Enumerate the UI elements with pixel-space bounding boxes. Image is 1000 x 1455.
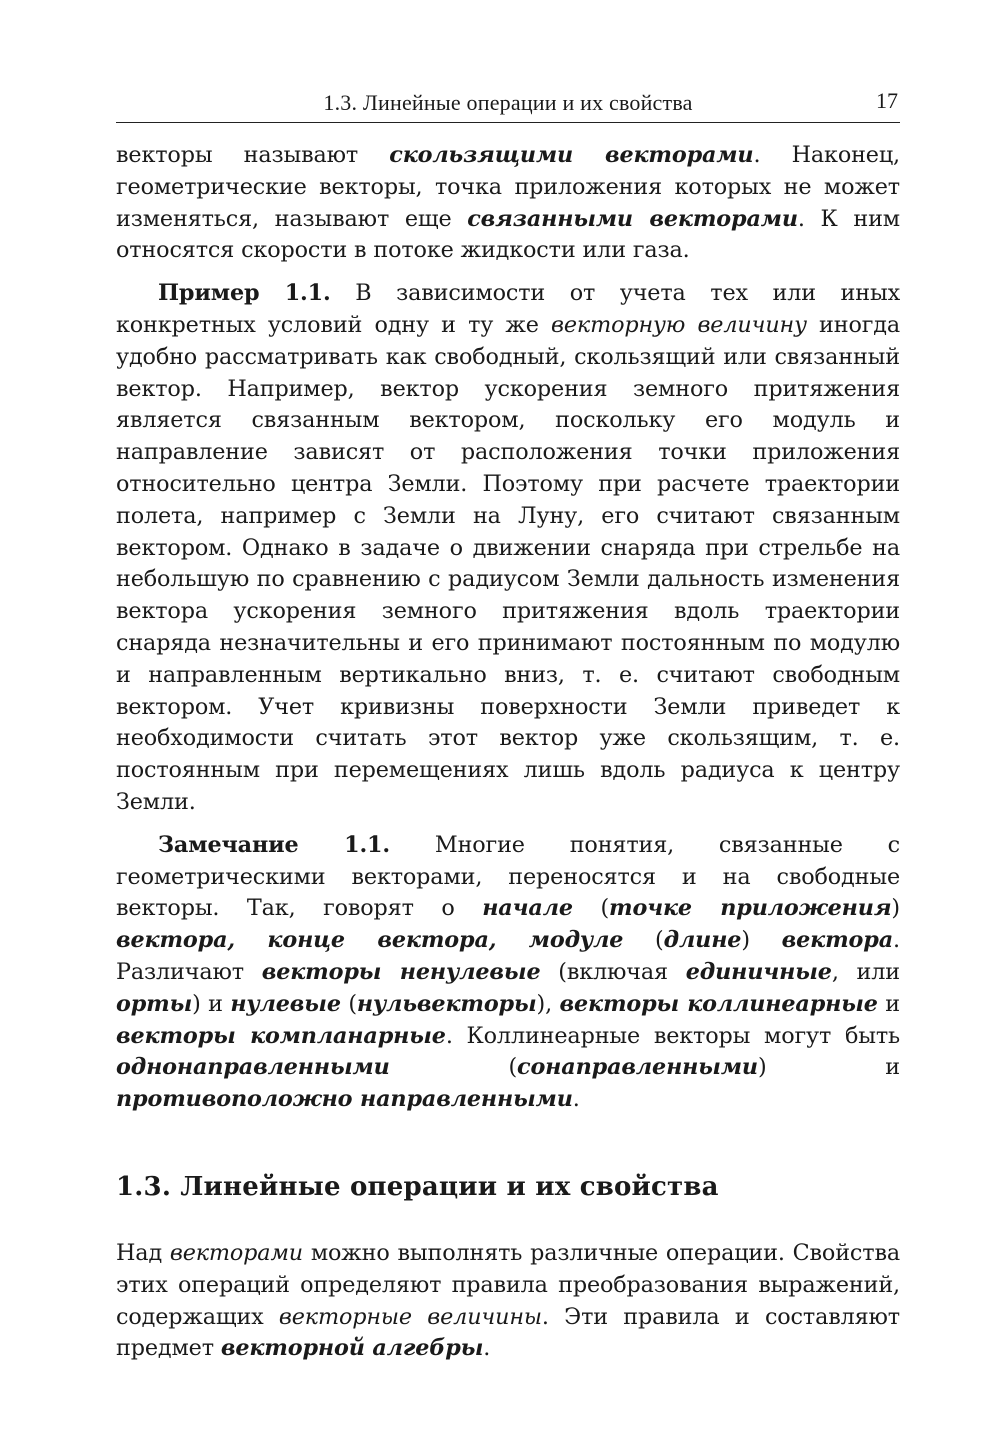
text-run: . Эти правила и составляют предмет [116, 1303, 900, 1362]
term: единичные [685, 958, 832, 985]
term-vector-quantities: векторные величины [278, 1303, 542, 1330]
term: вектора, конце вектора, модуле [116, 927, 624, 954]
text-run: В зависимости от учета тех или иных конкретных условий одну и ту же [116, 280, 900, 338]
text-run: . Различают [116, 927, 900, 985]
text-run: (включая [540, 958, 686, 985]
text-run: можно выполнять различные операции. Свойства этих операций определяют правила преобразования выражений, содержащих [116, 1240, 900, 1330]
running-header [116, 88, 900, 123]
example-paragraph [116, 278, 900, 819]
text-run: и [877, 990, 900, 1017]
remark-paragraph [116, 830, 900, 1116]
term: векторы коллинеарные [559, 990, 878, 1017]
text-run: . К ним относятся скорости в потоке жидкости или газа. [116, 205, 900, 264]
text-run: ( [572, 895, 610, 922]
term: сонаправленными [517, 1054, 758, 1081]
term: векторы ненулевые [261, 958, 541, 985]
term-bound-vectors: связанными векторами [467, 205, 798, 232]
term: начале [482, 895, 573, 922]
term: нулевые [230, 990, 341, 1017]
text-run: . [483, 1335, 491, 1362]
text-run: ( [389, 1054, 518, 1081]
term-sliding-vectors: скользящими векторами [389, 142, 754, 168]
text-run: векторы называют [116, 142, 390, 168]
term: однонаправленными [116, 1054, 390, 1081]
term-vector-algebra: векторной алгебры [220, 1335, 484, 1362]
example-label: Пример 1.1. [158, 280, 331, 307]
text-run: ) [741, 927, 782, 954]
text-run: Многие понятия, связанные с геометрическими векторами, переносятся и на свободные векторы. Так, говорят о [116, 831, 900, 922]
term: противоположно направленными [116, 1086, 573, 1113]
remark-label: Замечание 1.1. [158, 831, 391, 858]
page-number: 17 [876, 88, 898, 113]
section-text [116, 1238, 900, 1365]
term-vectors: векторами [169, 1240, 303, 1266]
text-run: ) и [757, 1054, 900, 1081]
term: нульвекторы [356, 990, 537, 1017]
paragraph-continuation [116, 140, 900, 267]
text-run: ), [536, 990, 560, 1017]
text-run: Над [116, 1240, 170, 1266]
term: точке приложения [609, 895, 892, 922]
text-run: ( [340, 990, 357, 1017]
text-run: ) и [192, 990, 231, 1017]
text-run: . Коллинеарные векторы могут быть [445, 1022, 900, 1049]
term: орты [116, 990, 193, 1017]
main-text [116, 140, 900, 1116]
term: вектора [781, 927, 894, 954]
text-run: . [572, 1086, 580, 1113]
term-vector-quantity: векторную величину [551, 311, 807, 338]
text-run: иногда удобно рассматривать как свободный, скользящий или связанный вектор. Например, вектор ускорения земного притяжения является связанным вектором, поскольку его модуль и направление зависят от расположения точки приложения относительно центра Земли. Поэтому при расчете траектории полета, например с Земли на Луну, его считают связанным вектором. Однако в задаче о движении снаряда при стрельбе на небольшую по сравнению с радиусом Земли дальность изменения вектора ускорения земного притяжения вдоль траектории снаряда незначительны и его принимают постоянным по модулю и направленным вертикально вниз, т. е. считают свободным вектором. Учет кривизны поверхности Земли приведет к необходимости считать этот вектор уже скользящим, т. е. постоянным при перемещениях лишь вдоль радиуса к центру Земли. [116, 311, 901, 815]
text-run: ( [623, 927, 664, 954]
section-paragraph [116, 1238, 900, 1365]
text-run: , или [831, 958, 900, 985]
text-run: . Наконец, геометрические векторы, точка приложения которых не может изменяться, называют еще [116, 142, 900, 232]
term: векторы компланарные [116, 1022, 446, 1049]
section-heading: 1.3. Линейные операции и их свойства [116, 1172, 719, 1202]
term: длине [663, 927, 742, 954]
text-run: ) [891, 895, 900, 922]
running-title: 1.3. Линейные операции и их свойства [323, 90, 693, 115]
